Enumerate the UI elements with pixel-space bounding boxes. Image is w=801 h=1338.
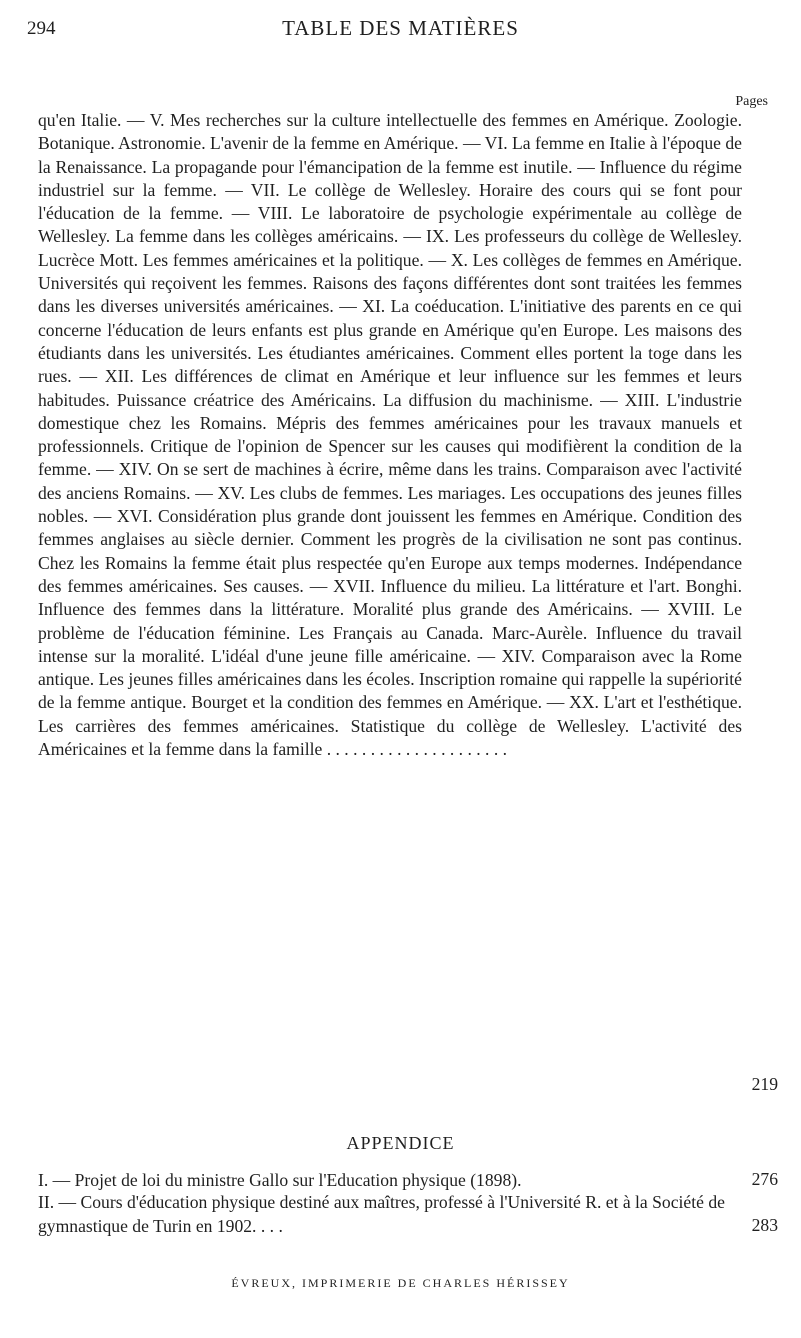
toc-entry-leader: . . . . . . . . . . . . . . . . . . . . . (322, 739, 508, 760)
running-title: TABLE DES MATIÈRES (282, 16, 519, 40)
toc-entry-page: 219 (751, 1074, 778, 1094)
toc-entry-text (38, 109, 742, 761)
appendix-item-2-page: 283 (751, 1215, 778, 1235)
appendix-item-2: II. — Cours d'éducation physique destiné aux maîtres, professé à l'Université R. et à la Société de gymnastique de Turin en 1902. . . . (38, 1192, 725, 1236)
appendix-item-1-page: 276 (751, 1169, 778, 1189)
printer-imprint: ÉVREUX, IMPRIMERIE DE CHARLES HÉRISSEY (231, 1276, 570, 1290)
toc-entry-body: qu'en Italie. — V. Mes recherches sur la culture intellectuelle des femmes en Amérique. Zoologie. Botanique. Astronomie. L'avenir de la femme en Amérique. — VI. La femme en Italie à l'époque de la Renaissance. La propagande pour l'émancipation de la femme est inutile. — Influence du régime industriel sur la femme. — VII. Le collège de Wellesley. Horaire des cours qui se font pour l'éducation de la femme. — VIII. Le laboratoire de psychologie expérimentale au collège de Wellesley. La femme dans les collèges américains. — IX. Les professeurs du collège de Wellesley. Lucrèce Mott. Les femmes américaines et la politique. — X. Les collèges de femmes en Amérique. Universités qui reçoivent les femmes. Raisons des façons différentes dont sont traitées les femmes dans les diverses universités américaines. — XI. La coéducation. L'initiative des parents en ce qui concerne l'éducation de leurs enfants est plus grande en Amérique qu'en Europe. Les maisons des étudiants dans les universités. Les étudiantes américaines. Comment elles portent la toge dans les rues. — XII. Les différences de climat en Amérique et leur influence sur les femmes et leurs habitudes. Puissance créatrice des Américains. La diffusion du machinisme. — XIII. L'industrie domestique chez les Romains. Mépris des femmes américaines pour les travaux manuels et professionnels. Critique de l'opinion de Spencer sur les causes qui modifièrent la condition de la femme. — XIV. On se sert de machines à écrire, même dans les trains. Comparaison avec l'activité des anciens Romains. — XV. Les clubs de femmes. Les mariages. Les occupations des jeunes filles nobles. — XVI. Considération plus grande dont jouissent les femmes en Amérique. Condition des femmes anglaises au siècle dernier. Comment les progrès de la civilisation ne sont pas continus. Chez les Romains la femme était plus respectée qu'en Europe aux temps modernes. Indépendance des femmes américaines. Ses causes. — XVII. Influence du milieu. La littérature et l'art. Bonghi. Influence des femmes dans la littérature. Moralité plus grande des Américains. — XVIII. Le problème de l'éducation féminine. Les Français au Canada. Marc-Aurèle. Influence du travail intense sur la moralité. L'idéal d'une jeune fille américaine. — XIV. Comparaison avec la Rome antique. Les jeunes filles américaines dans les écoles. Inscription romaine qui rappelle la supériorité de la femme antique. Bourget et la condition des femmes en Amérique. — XX. L'art et l'esthétique. Les carrières des femmes américaines. Statistique du collège de Wellesley. L'activité des Américaines et la femme dans la famille (38, 110, 742, 760)
page-number: 294 (27, 18, 56, 39)
appendix-item-1: I. — Projet de loi du ministre Gallo sur l'Education physique (1898). (38, 1170, 522, 1190)
pages-column-label: Pages (735, 94, 768, 109)
appendix-heading: APPENDICE (346, 1133, 455, 1153)
